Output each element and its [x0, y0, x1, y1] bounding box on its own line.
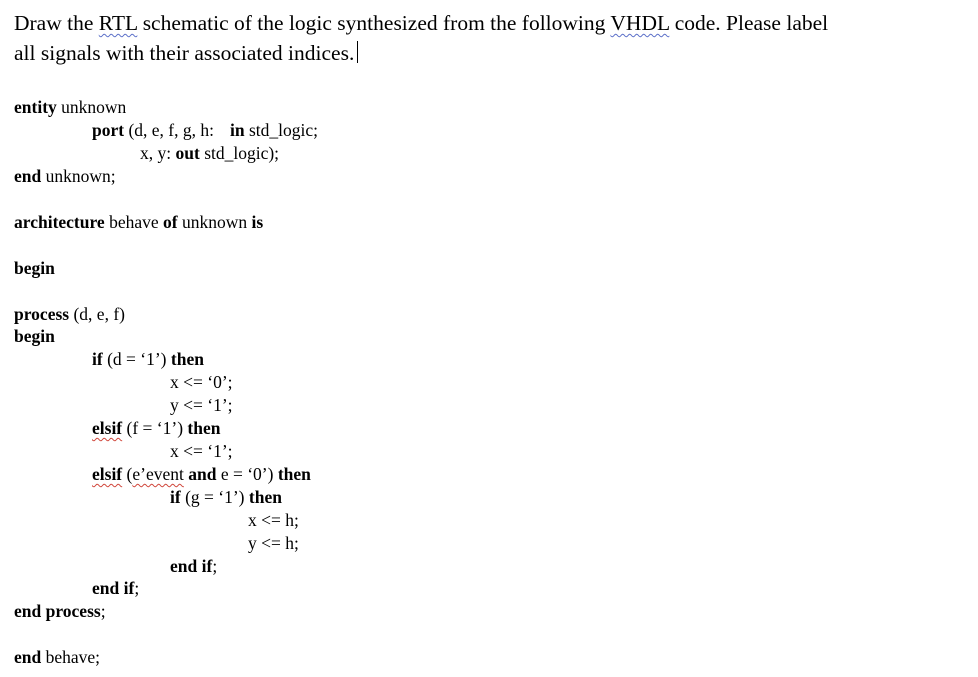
keyword: elsif — [92, 464, 123, 484]
identifier: behave; — [41, 647, 101, 667]
keyword: and — [183, 464, 221, 484]
prompt-term-rtl: RTL — [98, 11, 138, 35]
assignment: y <= ‘1’; — [170, 395, 233, 415]
keyword: then — [187, 418, 221, 438]
code-line-architecture — [14, 211, 263, 234]
type-name: std_logic); — [199, 143, 280, 163]
code-line-elsif-event — [92, 463, 311, 486]
question-prompt — [14, 8, 964, 68]
prompt-text: code. Please label — [669, 11, 829, 35]
keyword: begin — [14, 258, 55, 278]
punctuation: ; — [100, 601, 106, 621]
keyword: is — [251, 212, 264, 232]
condition: (g = ‘1’) — [180, 487, 249, 507]
code-line-begin — [14, 257, 55, 280]
code-line-if-g — [170, 486, 282, 509]
code-line-assign-yh — [248, 532, 299, 555]
prompt-line-2 — [14, 38, 964, 68]
keyword: if — [170, 487, 181, 507]
condition: (f = ‘1’) — [122, 418, 188, 438]
code-line-if-d — [92, 348, 204, 371]
punctuation: ; — [134, 578, 140, 598]
keyword: process — [14, 304, 70, 324]
keyword: of — [163, 212, 178, 232]
code-line-elsif-f — [92, 417, 220, 440]
condition: e = ‘0’) — [220, 464, 278, 484]
prompt-text: schematic of the logic synthesized from the following — [137, 11, 611, 35]
prompt-term-vhdl: VHDL — [610, 11, 670, 35]
assignment: x <= ‘1’; — [170, 441, 233, 461]
code-line-end-behave — [14, 646, 100, 669]
event-attribute: e’event — [132, 464, 184, 484]
keyword: if — [92, 349, 103, 369]
identifier: unknown; — [41, 166, 116, 186]
keyword: end — [14, 166, 42, 186]
assignment: x <= h; — [248, 510, 299, 530]
code-line-process — [14, 303, 125, 326]
keyword: end process — [14, 601, 101, 621]
keyword: architecture — [14, 212, 105, 232]
port-list: x, y: — [140, 143, 176, 163]
type-name: std_logic; — [244, 120, 319, 140]
keyword: then — [277, 464, 311, 484]
keyword: end if — [92, 578, 135, 598]
text-cursor — [357, 41, 358, 63]
prompt-text: all signals with their associated indices. — [14, 41, 355, 65]
identifier: unknown — [56, 97, 127, 117]
keyword: elsif — [92, 418, 123, 438]
code-line-end-if-outer — [92, 577, 139, 600]
code-line-process-begin — [14, 325, 55, 348]
keyword: begin — [14, 326, 55, 346]
assignment: y <= h; — [248, 533, 299, 553]
code-line-end-entity — [14, 165, 116, 188]
code-line-assign-x1 — [170, 440, 233, 463]
prompt-text: Draw the — [14, 11, 99, 35]
code-line-assign-xh — [248, 509, 299, 532]
code-line-assign-x0 — [170, 371, 233, 394]
code-line-end-if-inner — [170, 555, 217, 578]
port-list: (d, e, f, g, h: — [124, 120, 214, 140]
keyword: in — [230, 120, 245, 140]
keyword: entity — [14, 97, 57, 117]
keyword: out — [175, 143, 200, 163]
keyword: end if — [170, 556, 213, 576]
sensitivity-list: (d, e, f) — [69, 304, 125, 324]
assignment: x <= ‘0’; — [170, 372, 233, 392]
keyword: port — [92, 120, 125, 140]
prompt-line-1 — [14, 8, 964, 38]
code-line-end-process — [14, 600, 106, 623]
keyword: then — [170, 349, 204, 369]
identifier: behave — [104, 212, 164, 232]
code-line-assign-y1 — [170, 394, 233, 417]
code-line-port-outputs — [140, 142, 279, 165]
punctuation: ; — [212, 556, 218, 576]
keyword: then — [248, 487, 282, 507]
condition: ( — [122, 464, 133, 484]
condition: (d = ‘1’) — [102, 349, 171, 369]
code-line-port-inputs — [92, 119, 318, 142]
keyword: end — [14, 647, 42, 667]
identifier: unknown — [177, 212, 252, 232]
code-line-entity — [14, 96, 126, 119]
